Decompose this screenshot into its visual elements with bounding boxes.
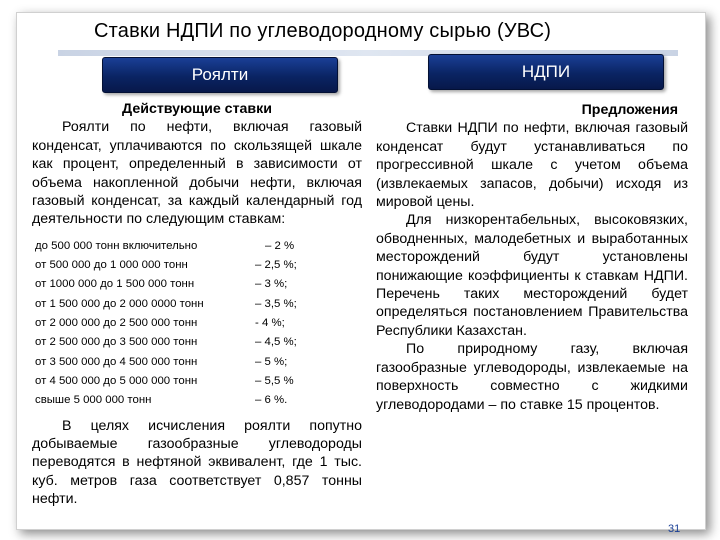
- slide-title: Ставки НДПИ по углеводородному сырью (УВС): [94, 20, 552, 42]
- rate-range: до 500 000 тонн включительно: [35, 239, 198, 252]
- rate-percent: – 3 %;: [255, 278, 288, 291]
- rate-percent: – 4,5 %;: [255, 336, 297, 349]
- current-rates-heading: Действующие ставки: [122, 101, 272, 117]
- rate-percent: - 4 %;: [255, 317, 285, 330]
- rate-range: от 2 000 000 до 2 500 000 тонн: [35, 317, 198, 330]
- ndpi-header-button: НДПИ: [428, 54, 664, 90]
- royalty-outro-text: В целях исчисления роялти попутно добываемые газообразные углеводороды переводятся в нефтяной эквивалент, где 1 тыс. куб. метров газа соответствует 0,857 тонны нефти.: [32, 417, 362, 508]
- proposal-paragraph-2: Для низкорентабельных, высоковязких, обводненных, малодебетных и выработанных месторождений будут установлены понижающие коэффициенты к ставкам НДПИ. Перечень таких месторождений будет определяться постановлением Правительства Республики Казахстан.: [376, 212, 688, 339]
- rate-range: от 1000 000 до 1 500 000 тонн: [35, 278, 195, 291]
- proposal-paragraph-1: Ставки НДПИ по нефти, включая газовый конденсат будут устанавливаться по прогрессивной шкале с учетом объема (извлекаемых запасов, добычи) исходя из мировой цены.: [376, 120, 688, 211]
- rate-range: от 4 500 000 до 5 000 000 тонн: [35, 374, 198, 387]
- rate-percent: – 5 %;: [255, 355, 288, 368]
- proposals-heading: Предложения: [581, 102, 678, 118]
- current-rates-column: [32, 100, 362, 509]
- royalty-intro-text: Роялти по нефти, включая газовый конденсат, уплачиваются по скользящей шкале как процент, определенный в зависимости от объема накопленной добычи нефти, включая газовый конденсат, за каждый календарный год деятельности по следующим ставкам:: [32, 119, 362, 228]
- royalty-header-button: Роялти: [102, 57, 338, 93]
- rate-percent: – 6 %.: [255, 394, 288, 407]
- rate-percent: – 2,5 %;: [255, 259, 297, 272]
- rate-range: от 1 500 000 до 2 000 0000 тонн: [35, 297, 204, 310]
- rate-percent: – 5,5 %: [255, 374, 294, 387]
- proposals-column: [376, 101, 688, 414]
- rate-range: от 2 500 000 до 3 500 000 тонн: [35, 336, 198, 349]
- proposal-paragraph-3: По природному газу, включая газообразные углеводороды, извлекаемые на поверхность совместно с жидкими углеводородами – по ставке 15 процентов.: [376, 341, 688, 413]
- page-number: 31: [668, 523, 681, 535]
- royalty-rates-table: [35, 237, 362, 411]
- rate-range: от 500 000 до 1 000 000 тонн: [35, 259, 188, 272]
- rate-range: свыше 5 000 000 тонн: [35, 394, 152, 407]
- rate-percent: – 3,5 %;: [255, 297, 297, 310]
- rate-percent: – 2 %: [265, 239, 295, 252]
- rate-range: от 3 500 000 до 4 500 000 тонн: [35, 355, 198, 368]
